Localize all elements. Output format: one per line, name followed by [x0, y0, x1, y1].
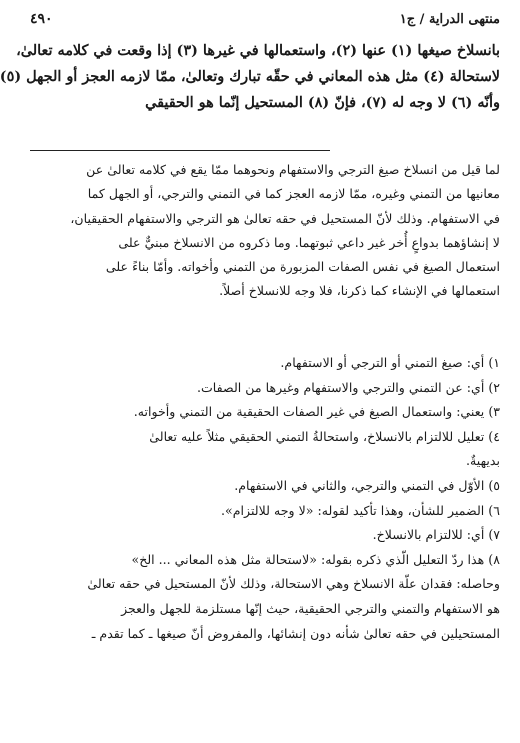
commentary-line: لا إنشاؤهما بدواعٍ أُخر غير داعي ثبوتهما. وما ذكروه من الانسلاخ مبنيٌّ على	[118, 234, 500, 250]
footnotes	[30, 351, 500, 646]
footnote-5: ٥) الأوّل في التمني والترجي، والثاني في الاستفهام.	[234, 477, 500, 493]
main-text	[0, 38, 500, 116]
footnote-6: ٦) الضمير للشأن، وهذا تأكيد لقوله: «لا وجه للالتزام».	[221, 502, 500, 518]
commentary	[30, 158, 500, 304]
page-number: ٤٩٠	[30, 11, 53, 27]
commentary-line: استعمالها في الإنشاء كما ذكرنا، فلا وجه للانسلاخ أصلاً.	[219, 283, 500, 299]
footnote-8-continuation: هو الاستفهام والتمني والترجي الحقيقية، حيث إنّها مستلزمة للجهل والعجز	[121, 600, 500, 616]
page-header	[30, 8, 500, 30]
footnote-2: ٢) أي: عن التمني والترجي والاستفهام وغيرها من الصفات.	[196, 379, 500, 395]
commentary-line: لما قيل من انسلاخ صيغ الترجي والاستفهام ونحوهما ممّا يقع في كلامه تعالىٰ عن	[86, 162, 500, 177]
commentary-line: استعمال الصيغ في نفس الصفات المزبورة من التمني وأخواته. وأمّا بناءً على	[105, 259, 500, 275]
footnote-1: ١) أي: صيغ التمني أو الترجي أو الاستفهام.	[280, 355, 500, 370]
commentary-line: معانيها من التمني وغيره، ممّا لازمه العجز كما في التمني والترجي، أو الجهل كما	[87, 186, 500, 202]
separator-line	[30, 150, 330, 151]
running-title: منتهى الدراية / ج١	[399, 11, 500, 27]
footnote-7: ٧) أي: للالتزام بالانسلاخ.	[372, 527, 500, 543]
footnote-4-continuation: بديهيةٌ.	[466, 453, 500, 469]
footnote-3: ٣) يعني: واستعمال الصيغ في غير الصفات الحقيقية من التمني وأخواته.	[133, 404, 500, 420]
main-text-line: بانسلاخ صيغها (١) عنها (٢)، واستعمالها في غيرها (٣) إذا وقعت في كلامه تعالىٰ،	[16, 42, 500, 59]
footnote-4: ٤) تعليل للالتزام بالانسلاخ، واستحالةُ التمني الحقيقي مثلاً عليه تعالىٰ	[149, 428, 500, 444]
main-text-line: وأنّه (٦) لا وجه له (٧)، فإنّ (٨) المستحيل إنّما هو الحقيقي	[145, 94, 500, 111]
footnote-8-continuation: المستحيلين في حقه تعالىٰ شأنه دون إنشائها، والمفروض أنّ صيغها ـ كما تقدم ـ	[91, 625, 500, 641]
footnote-8: ٨) هذا ردّ التعليل الّذي ذكره بقوله: «لاستحالة مثل هذه المعاني ... الخ»	[131, 551, 500, 567]
main-text-line: لاستحالة (٤) مثل هذه المعاني في حقّه تبارك وتعالىٰ، ممّا لازمه العجز أو الجهل (٥)	[0, 68, 500, 85]
footnote-8-continuation: وحاصله: فقدان علّة الانسلاخ وهي الاستحالة، وذلك لأنّ المستحيل في حقه تعالىٰ	[87, 576, 500, 592]
commentary-line: في الاستفهام. وذلك لأنّ المستحيل في حقه تعالىٰ هو الترجي والاستفهام الحقيقيان،	[70, 210, 500, 226]
